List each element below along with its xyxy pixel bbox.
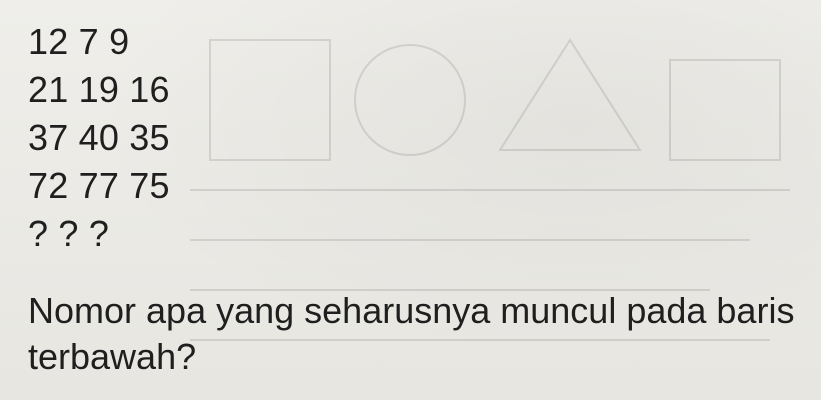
sequence-row-1: 12 7 9 (28, 21, 130, 62)
sequence-row-4: 72 77 75 (28, 165, 170, 206)
number-sequence (28, 18, 170, 258)
sequence-row-unknown: ? ? ? (28, 213, 110, 254)
sequence-row-2: 21 19 16 (28, 69, 170, 110)
question-text: Nomor apa yang seharusnya muncul pada baris terbawah? (28, 290, 795, 377)
sequence-row-3: 37 40 35 (28, 117, 170, 158)
